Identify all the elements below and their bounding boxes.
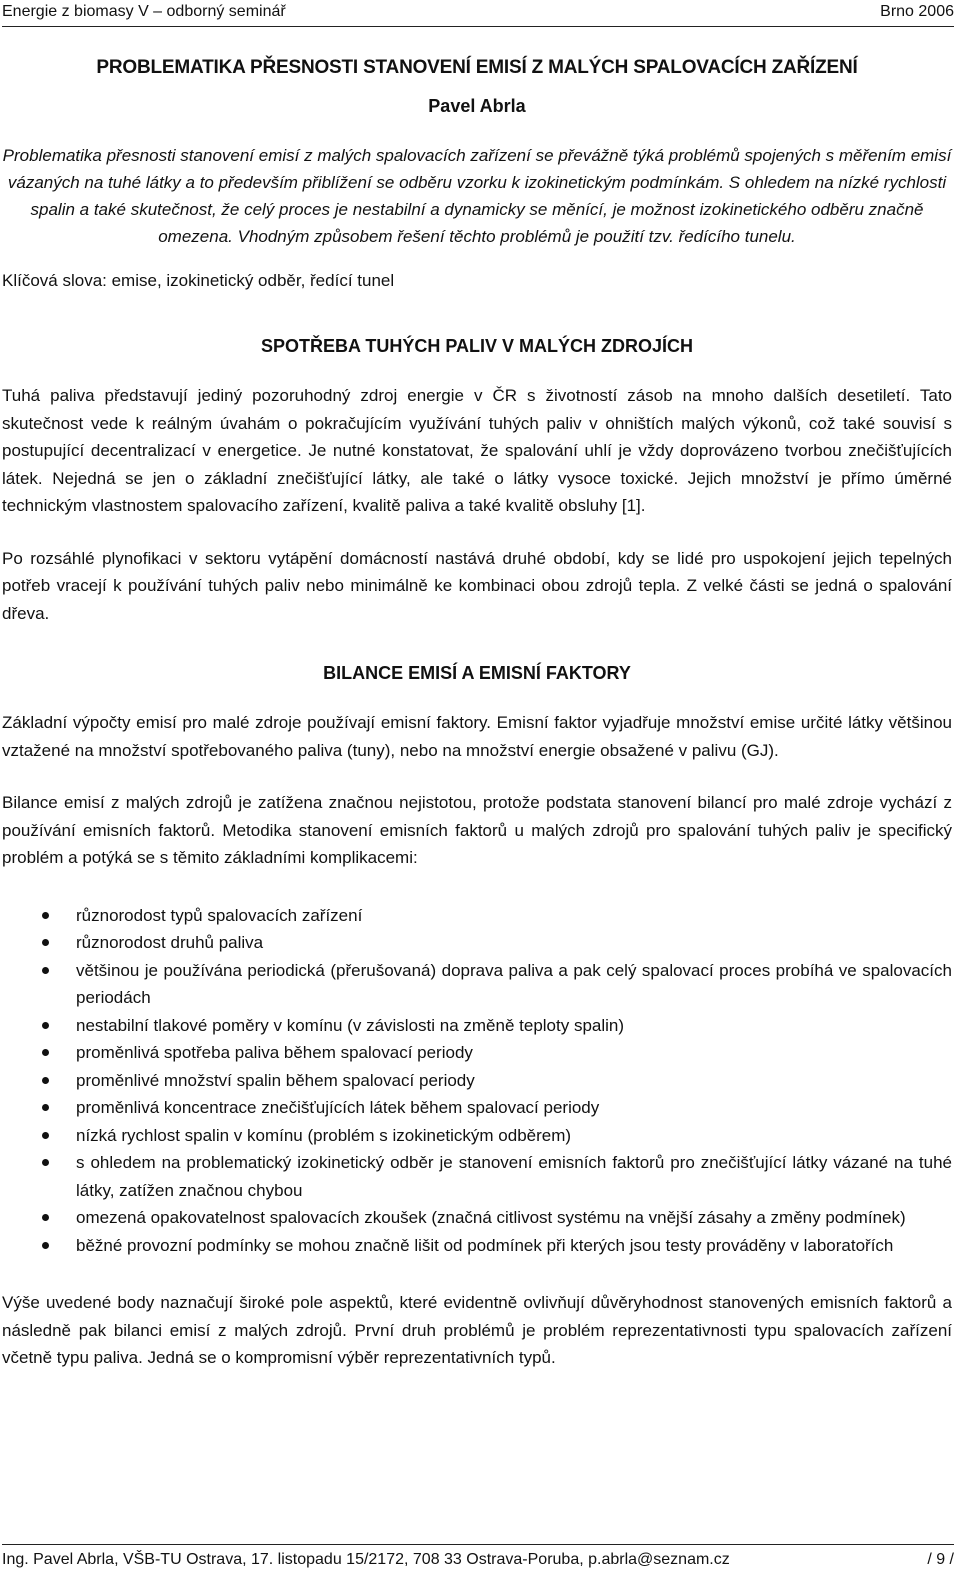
running-header [2,0,954,27]
header-location-year: Brno 2006 [880,3,954,20]
list-item: omezená opakovatelnost spalovacích zkoušek (značná citlivost systému na vnější zásahy a změny podmínek) [2,1204,952,1232]
paragraph: Základní výpočty emisí pro malé zdroje používají emisní faktory. Emisní faktor vyjadřuje množství emise určité látky většinou vztažené na množství spotřebovaného paliva (tuny), nebo na množství energie obsažené v palivu (GJ). [2,713,952,760]
bullet-icon [42,1022,49,1029]
keywords: Klíčová slova: emise, izokinetický odběr, ředící tunel [2,271,395,290]
bullet-icon [42,1077,49,1084]
page-number: / 9 / [927,1551,954,1568]
complications-list [2,902,952,1260]
paragraph: Po rozsáhlé plynofikaci v sektoru vytápění domácností nastává druhé období, kdy se lidé pro uspokojení jejich tepelných potřeb vracejí k používání tuhých paliv nebo minimálně ke kombinaci obou zdrojů tepla. Z velké části se jedná o spalování dřeva. [2,548,952,623]
bullet-icon [42,1132,49,1139]
bullet-icon [42,939,49,946]
bullet-icon [42,1214,49,1221]
bullet-icon [42,967,49,974]
bullet-icon [42,1242,49,1249]
paper-author: Pavel Abrla [428,96,526,116]
list-item: většinou je používána periodická (přerušovaná) doprava paliva a pak celý spalovací proces probíhá ve spalovacích periodách [2,957,952,1012]
bullet-icon [42,1104,49,1111]
footer-author-address: Ing. Pavel Abrla, VŠB-TU Ostrava, 17. listopadu 15/2172, 708 33 Ostrava-Poruba, p.abrla@seznam.cz [2,1551,730,1568]
list-item: s ohledem na problematický izokinetický odběr je stanovení emisních faktorů pro znečišťující látky vázané na tuhé látky, zatížen značnou chybou [2,1149,952,1204]
list-item: běžné provozní podmínky se mohou značně lišit od podmínek při kterých jsou testy prováděny v laboratořích [2,1232,952,1260]
paper-body [2,50,952,1397]
paper-title: PROBLEMATIKA PŘESNOSTI STANOVENÍ EMISÍ Z MALÝCH SPALOVACÍCH ZAŘÍZENÍ [96,57,858,78]
list-item: proměnlivá spotřeba paliva během spalovací periody [2,1039,952,1067]
paragraph: Bilance emisí z malých zdrojů je zatížena značnou nejistotou, protože podstata stanovení bilancí pro malé zdroje vychází z používání emisních faktorů. Metodika stanovení emisních faktorů u malých zdrojů pro spalování tuhých paliv je specifický problém a potýká se s těmito základními komplikacemi: [2,793,952,867]
bullet-icon [42,1159,49,1166]
section-heading-emission-factors: BILANCE EMISÍ A EMISNÍ FAKTORY [323,663,631,683]
list-item: nestabilní tlakové poměry v komínu (v závislosti na změně teploty spalin) [2,1012,952,1040]
list-item: proměnlivá koncentrace znečišťujících látek během spalovací periody [2,1094,952,1122]
abstract: Problematika přesnosti stanovení emisí z malých spalovacích zařízení se převážně týká problémů spojených s měřením emisí vázaných na tuhé látky a to především přiblížení se odběru vzorku k izokinetickým podmínkám. S ohledem na nízké rychlosti spalin a také skutečnost, že celý proces je nestabilní a dynamicky se měnící, je možnost izokinetického odběru značně omezena. Vhodným způsobem řešení těchto problémů je použití tzv. ředícího tunelu. [2,146,952,246]
list-item: proměnlivé množství spalin během spalovací periody [2,1067,952,1095]
list-item: různorodost druhů paliva [2,929,952,957]
bullet-icon [42,912,49,919]
paragraph: Tuhá paliva představují jediný pozoruhodný zdroj energie v ČR s životností zásob na mnoho dalších desetiletí. Tato skutečnost vede k reálným úvahám o pokračujícím využívání tuhých paliv v ohništích malých výkonů, což také souvisí s postupující decentralizací v energetice. Je nutné konstatovat, že spalování uhlí je vždy doprovázeno tvorbou znečišťujících látek. Nejedná se jen o základní znečišťující látky, ale také o látky vysoce toxické. Jejich množství je přímo úměrné technickým vlastnostem spalovacího zařízení, kvalitě paliva a také kvalitě obsluhy [1]. [2,386,952,515]
list-item: nízká rychlost spalin v komínu (problém s izokinetickým odběrem) [2,1122,952,1150]
closing-paragraph: Výše uvedené body naznačují široké pole aspektů, které evidentně ovlivňují důvěryhodnost stanovených emisních faktorů a následně pak bilanci emisí z malých zdrojů. První druh problémů je problém reprezentativnosti typu spalovacích zařízení včetně typu paliva. Jedná se o kompromisní výběr reprezentativních typů. [2,1293,952,1367]
header-seminar-title: Energie z biomasy V – odborný seminář [2,3,286,20]
list-item: různorodost typů spalovacích zařízení [2,902,952,930]
bullet-icon [42,1049,49,1056]
running-footer [2,1544,954,1568]
section-heading-fuel-consumption: SPOTŘEBA TUHÝCH PALIV V MALÝCH ZDROJÍCH [260,336,694,356]
